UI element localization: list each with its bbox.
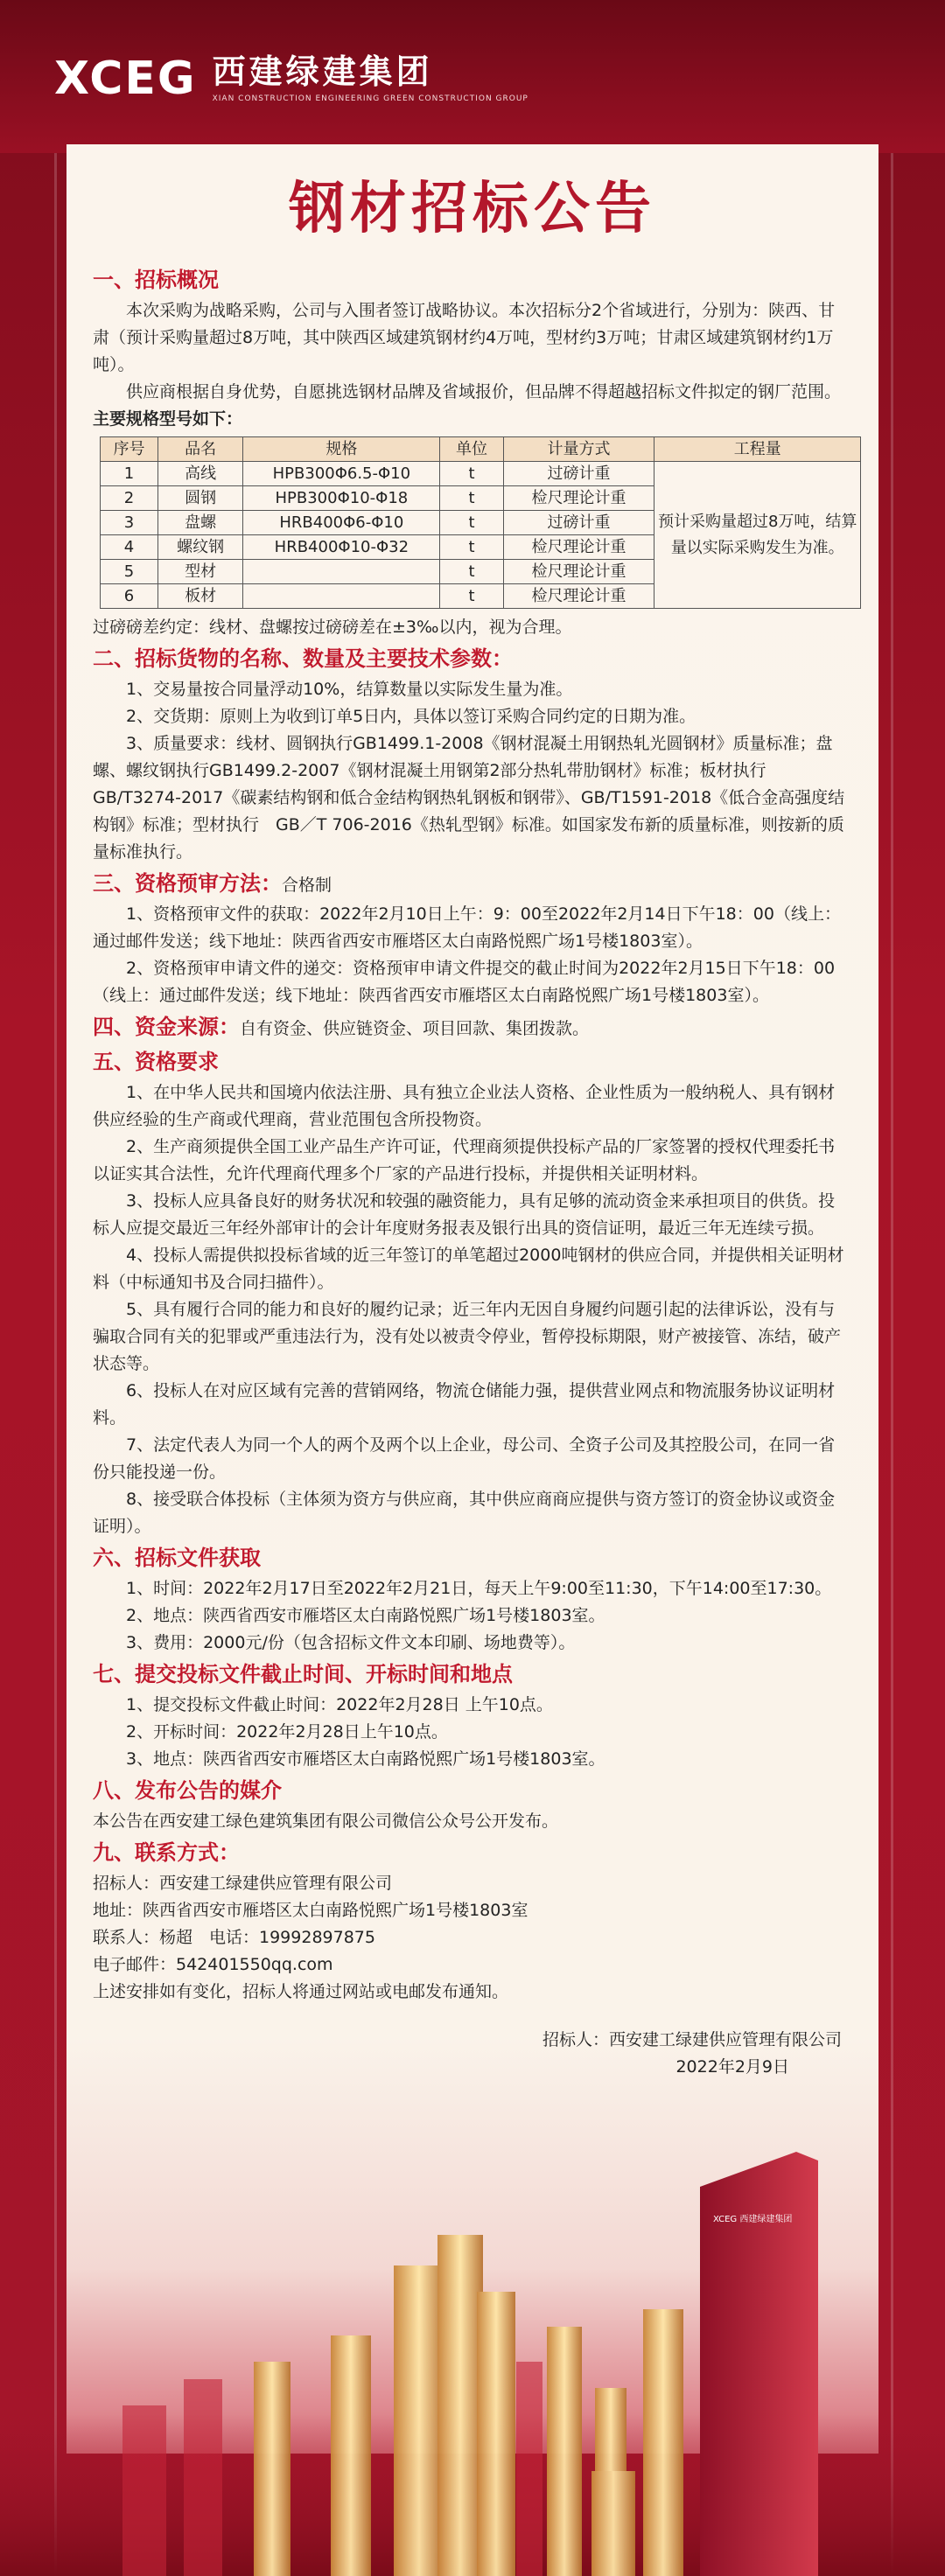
table-cell: 6 [101, 584, 158, 609]
table-cell: 过磅计重 [503, 462, 654, 486]
section-heading: 五、资格要求 [93, 1050, 219, 1074]
table-row [101, 462, 861, 486]
table-cell [243, 584, 440, 609]
section-heading: 四、资金来源： [93, 1015, 240, 1039]
section-heading: 六、招标文件获取 [93, 1546, 261, 1570]
list-item: 2、生产商须提供全国工业产品生产许可证，代理商须提供投标产品的厂家签署的授权代理委托书以证实其合法性，允许代理商代理多个厂家的产品进行投标，并提供相关证明材料。 [93, 1137, 836, 1183]
table-header-row [101, 437, 861, 462]
table-cell: HPB300Φ10-Φ18 [243, 486, 440, 511]
signature-org: 招标人：西安建工绿建供应管理有限公司 [542, 2030, 842, 2049]
table-cell: 盘螺 [158, 511, 242, 535]
table-cell: t [440, 511, 503, 535]
table-cell: t [440, 560, 503, 584]
table-cell: t [440, 535, 503, 560]
contact-line: 地址：陕西省西安市雁塔区太白南路悦熙广场1号楼1803室 [93, 1901, 528, 1920]
logo-mark: XCEG [54, 52, 197, 105]
table-cell: t [440, 486, 503, 511]
table-cell: 检尺理论计重 [503, 584, 654, 609]
list-item: 1、提交投标文件截止时间：2022年2月28日 上午10点。 [126, 1695, 553, 1714]
list-item: 6、投标人在对应区域有完善的营销网络，物流仓储能力强，提供营业网点和物流服务协议证明材料。 [93, 1381, 836, 1428]
paragraph: 本公告在西安建工绿色建筑集团有限公司微信公众号公开发布。 [93, 1812, 559, 1831]
table-cell: t [440, 584, 503, 609]
table-cell: 2 [101, 486, 158, 511]
list-item: 3、费用：2000元/份（包含招标文件文本印刷、场地费等）。 [126, 1633, 576, 1652]
section-heading: 二、招标货物的名称、数量及主要技术参数： [93, 646, 513, 671]
section-heading: 一、招标概况 [93, 268, 219, 292]
paragraph: 本次采购为战略采购，公司与入围者签订战略协议。本次招标分2个省域进行，分别为：陕西、甘肃（预计采购量超过8万吨，其中陕西区域建筑钢材约4万吨，型材约3万吨；甘肃区域建筑钢材约1万吨）。 [93, 301, 836, 374]
list-item: 2、地点：陕西省西安市雁塔区太白南路悦熙广场1号楼1803室。 [126, 1606, 606, 1625]
brand-name-en: XIAN CONSTRUCTION ENGINEERING GREEN CONSTRUCTION GROUP [212, 94, 528, 103]
section-heading: 八、发布公告的媒介 [93, 1778, 282, 1803]
brand-header [0, 0, 945, 153]
page-title: 钢材招标公告 [289, 177, 656, 241]
section-heading: 七、提交投标文件截止时间、开标时间和地点 [93, 1662, 513, 1686]
prequal-method: 合格制 [282, 876, 332, 895]
table-cell: 5 [101, 560, 158, 584]
list-item: 3、质量要求：线材、圆钢执行GB1499.1-2008《钢材混凝土用钢热轧光圆钢材》质量标准；盘螺、螺纹钢执行GB1499.2-2007《钢材混凝土用钢第2部分热轧带肋钢材》标准；板材执行GB/T3274-2017《碳素结构钢和低合金结构钢热轧钢板和钢带》、GB/T1591-2018《低合金高强度结构钢》标准；型材执行 GB／T 706-2016《热轧型钢》标准。如国家发布新的质量标准，则按新的质量标准执行。 [93, 734, 845, 862]
brand-name-cn: 西建绿建集团 [212, 52, 433, 91]
table-cell: 板材 [158, 584, 242, 609]
list-item: 1、资格预审文件的获取：2022年2月10日上午：9：00至2022年2月14日下午18：00（线上：通过邮件发送；线下地址：陕西省西安市雁塔区太白南路悦熙广场1号楼1803室）。 [93, 904, 841, 951]
list-item: 5、具有履行合同的能力和良好的履约记录；近三年内无因自身履约问题引起的法律诉讼，没有与骗取合同有关的犯罪或严重违法行为，没有处以被责令停业，暂停投标期限，财产被接管、冻结，破产状态等。 [93, 1300, 842, 1373]
list-item: 1、交易量按合同量浮动10%，结算数量以实际发生量为准。 [126, 680, 573, 699]
quantity-note-cell: 预计采购量超过8万吨，结算量以实际采购发生为准。 [654, 462, 861, 609]
list-item: 2、开标时间：2022年2月28日上午10点。 [126, 1722, 448, 1742]
table-header: 品名 [158, 437, 242, 462]
table-cell: 1 [101, 462, 158, 486]
paragraph: 供应商根据自身优势，自愿挑选钢材品牌及省域报价，但品牌不得超越招标文件拟定的钢厂范围。 [126, 382, 842, 401]
spec-table [100, 436, 861, 609]
list-item: 8、接受联合体投标（主体须为资方与供应商，其中供应商商应提供与资方签订的资金协议或资金证明）。 [93, 1490, 836, 1536]
tolerance-note: 过磅磅差约定：线材、盘螺按过磅磅差在±3‰以内，视为合理。 [93, 618, 572, 637]
table-cell: 检尺理论计重 [503, 560, 654, 584]
section-heading: 九、联系方式： [93, 1840, 240, 1865]
list-item: 2、资格预审申请文件的递交：资格预审申请文件提交的截止时间为2022年2月15日下午18：00（线上：通过邮件发送；线下地址：陕西省西安市雁塔区太白南路悦熙广场1号楼1803室）。 [93, 959, 836, 1005]
contact-line: 招标人：西安建工绿建供应管理有限公司 [93, 1874, 393, 1893]
table-cell: 型材 [158, 560, 242, 584]
table-header: 序号 [101, 437, 158, 462]
table-cell: 4 [101, 535, 158, 560]
logo-text [213, 54, 528, 103]
table-cell: t [440, 462, 503, 486]
table-cell: HRB400Φ6-Φ10 [243, 511, 440, 535]
funding-source: 自有资金、供应链资金、项目回款、集团拨款。 [240, 1019, 590, 1038]
list-item: 4、投标人需提供拟投标省域的近三年签订的单笔超过2000吨钢材的供应合同，并提供相关证明材料（中标通知书及合同扫描件）。 [93, 1246, 844, 1292]
list-item: 1、时间：2022年2月17日至2022年2月21日，每天上午9:00至11:30，下午14:00至17:30。 [126, 1579, 832, 1598]
section-heading: 三、资格预审方法： [93, 871, 282, 896]
table-cell [243, 560, 440, 584]
table-header: 工程量 [654, 437, 861, 462]
contact-line: 上述安排如有变化，招标人将通过网站或电邮发布通知。 [93, 1982, 509, 2001]
spec-title: 主要规格型号如下： [93, 409, 243, 429]
table-cell: 圆钢 [158, 486, 242, 511]
contact-line: 联系人：杨超 电话：19992897875 [93, 1928, 375, 1947]
announcement-body [93, 262, 858, 2081]
table-header: 单位 [440, 437, 503, 462]
table-cell: HPB300Φ6.5-Φ10 [243, 462, 440, 486]
contact-line: 电子邮件：542401550qq.com [93, 1955, 333, 1974]
list-item: 7、法定代表人为同一个人的两个及两个以上企业，母公司、全资子公司及其控股公司，在同一省份只能投递一份。 [93, 1435, 836, 1482]
brand-logo [54, 54, 528, 103]
list-item: 1、在中华人民共和国境内依法注册、具有独立企业法人资格、企业性质为一般纳税人、具有钢材供应经验的生产商或代理商，营业范围包含所投物资。 [93, 1083, 836, 1129]
table-cell: 3 [101, 511, 158, 535]
list-item: 2、交货期：原则上为收到订单5日内，具体以签订采购合同约定的日期为准。 [126, 707, 696, 726]
table-header: 规格 [243, 437, 440, 462]
table-cell: HRB400Φ10-Φ32 [243, 535, 440, 560]
tower-sign: XCEG 西建绿建集团 [713, 2215, 793, 2224]
table-header: 计量方式 [503, 437, 654, 462]
list-item: 3、投标人应具备良好的财务状况和较强的融资能力，具有足够的流动资金来承担项目的供货。投标人应提交最近三年经外部审计的会计年度财务报表及银行出具的资信证明，最近三年无连续亏损。 [93, 1191, 836, 1238]
section-heading-row [93, 1009, 850, 1044]
table-cell: 螺纹钢 [158, 535, 242, 560]
list-item: 3、地点：陕西省西安市雁塔区太白南路悦熙广场1号楼1803室。 [126, 1749, 606, 1769]
signature-date: 2022年2月9日 [676, 2057, 789, 2077]
table-cell: 检尺理论计重 [503, 535, 654, 560]
spacer [93, 2006, 850, 2027]
red-tower [700, 2152, 818, 2576]
section-heading-row [93, 866, 850, 901]
table-cell: 检尺理论计重 [503, 486, 654, 511]
table-cell: 高线 [158, 462, 242, 486]
table-cell: 过磅计重 [503, 511, 654, 535]
city-skyline-illustration [0, 2047, 945, 2576]
